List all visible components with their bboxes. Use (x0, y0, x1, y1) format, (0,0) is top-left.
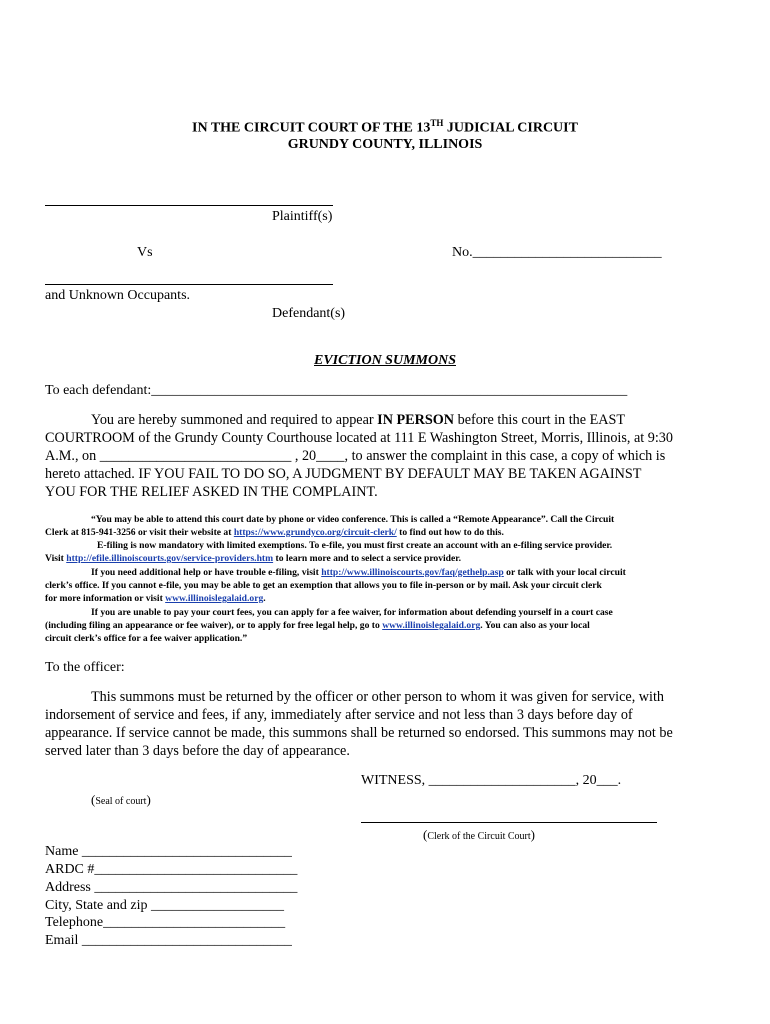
efile-providers-link[interactable]: http://efile.illinoiscourts.gov/service-providers.htm (66, 553, 274, 564)
notice-line-10: circuit clerk’s office for a fee waiver application.” (45, 633, 248, 644)
city-state-zip-field[interactable]: City, State and zip ___________________ (45, 898, 285, 913)
summons-text-end: before this court in the EAST (454, 412, 626, 428)
email-field[interactable]: Email ______________________________ (45, 933, 292, 948)
summons-text: You are hereby summoned and required to appear (91, 412, 378, 428)
circuit-clerk-link[interactable]: https://www.grundyco.org/circuit-clerk/ (233, 527, 397, 538)
defendant-line[interactable] (45, 284, 333, 285)
document-title: EVICTION SUMMONS (314, 353, 456, 368)
officer-label: To the officer: (45, 660, 125, 675)
attorney-name-field[interactable]: Name ______________________________ (45, 844, 292, 859)
notice-line-1: “You may be able to attend this court date by phone or video conference. This is called a “Remote Appearance”. Call the Circuit (91, 514, 615, 525)
to-defendant-field[interactable]: To each defendant:____________________________________________________________________ (45, 383, 628, 398)
notice-line-5 (91, 566, 626, 580)
officer-line-3: appearance. If service cannot be made, this summons shall be returned so endorsed. This summons may not be (45, 725, 673, 741)
seal-text: Seal of court (95, 796, 147, 807)
court-heading (0, 118, 770, 137)
telephone-field[interactable]: Telephone__________________________ (45, 915, 286, 930)
seal-close-paren: ) (146, 792, 151, 807)
officer-line-4: served later than 3 days before the day of appearance. (45, 743, 350, 759)
court-heading-text-end: JUDICIAL CIRCUIT (443, 120, 578, 136)
notice-line-8: If you are unable to pay your court fees, you can apply for a fee waiver, for information about defending yourself in a court case (91, 607, 613, 618)
notice-text: (including filing an appearance or fee waiver), or to apply for free legal help, go to (45, 620, 383, 631)
versus-label: Vs (137, 245, 153, 260)
notice-line-6: clerk’s office. If you cannot e-file, you may be able to get an exemption that allows you to file in-person or by mail. Ask your circuit clerk (45, 580, 602, 591)
summons-line-2: COURTROOM of the Grundy County Courthouse located at 111 E Washington Street, Morris, Illinois, at 9:30 (45, 430, 673, 446)
seal-open-paren: ( (91, 792, 96, 807)
gethelp-link[interactable]: http://www.illinoiscourts.gov/faq/gethelp.asp (321, 567, 504, 578)
notice-text-end: . You can also as your local (480, 620, 590, 631)
notice-line-7 (45, 592, 266, 606)
notice-line-4 (45, 552, 461, 566)
summons-line-3: A.M., on ___________________________ , 20____, to answer the complaint in this case, a copy of which is (45, 448, 666, 464)
notice-text: Visit (45, 553, 67, 564)
plaintiff-line[interactable] (45, 205, 333, 206)
legal-aid-link-2[interactable]: www.illinoislegalaid.org (382, 620, 481, 631)
clerk-close-paren: ) (530, 827, 536, 842)
notice-text: Clerk at 815-941-3256 or visit their website at (45, 527, 234, 538)
notice-text-end: to find out how to do this. (396, 527, 504, 538)
clerk-text: Clerk of the Circuit Court (427, 831, 531, 842)
notice-text-end: or talk with your local circuit (503, 567, 626, 578)
notice-line-3: E-filing is now mandatory with limited exemptions. To e-file, you must first create an account with an e-filing service provider. (97, 540, 613, 551)
court-heading-text: IN THE CIRCUIT COURT OF THE 13 (192, 120, 431, 136)
defendant-label: Defendant(s) (272, 306, 346, 321)
notice-text: for more information or visit (45, 593, 166, 604)
clerk-label (423, 826, 535, 844)
clerk-open-paren: ( (423, 827, 428, 842)
notice-line-9 (45, 619, 590, 633)
summons-line-4: hereto attached. IF YOU FAIL TO DO SO, A JUDGMENT BY DEFAULT MAY BE TAKEN AGAINST (45, 466, 642, 482)
notice-text: If you need additional help or have trouble e-filing, visit (91, 567, 322, 578)
officer-line-2: indorsement of service and fees, if any, immediately after service and not less than 3 days before day of (45, 707, 633, 723)
ordinal-suffix: TH (430, 118, 444, 128)
clerk-signature-line[interactable] (361, 822, 657, 823)
witness-field[interactable]: WITNESS, _____________________, 20___. (361, 773, 622, 788)
notice-text-end: to learn more and to select a service provider. (273, 553, 462, 564)
county-heading: GRUNDY COUNTY, ILLINOIS (287, 137, 483, 152)
seal-of-court-label (91, 791, 151, 809)
ardc-field[interactable]: ARDC #_____________________________ (45, 862, 298, 877)
address-field[interactable]: Address _____________________________ (45, 880, 298, 895)
summons-line-1 (91, 411, 625, 429)
plaintiff-label: Plaintiff(s) (272, 209, 333, 224)
case-number-field[interactable]: No.___________________________ (452, 245, 662, 260)
unknown-occupants-text: and Unknown Occupants. (45, 288, 191, 303)
legal-aid-link[interactable]: www.illinoislegalaid.org (165, 593, 264, 604)
notice-line-2 (45, 526, 504, 540)
officer-line-1: This summons must be returned by the officer or other person to whom it was given for service, with (91, 689, 665, 705)
notice-text-end: . (263, 593, 266, 604)
in-person-emphasis: IN PERSON (377, 412, 455, 428)
summons-line-5: YOU FOR THE RELIEF ASKED IN THE COMPLAINT. (45, 484, 378, 500)
